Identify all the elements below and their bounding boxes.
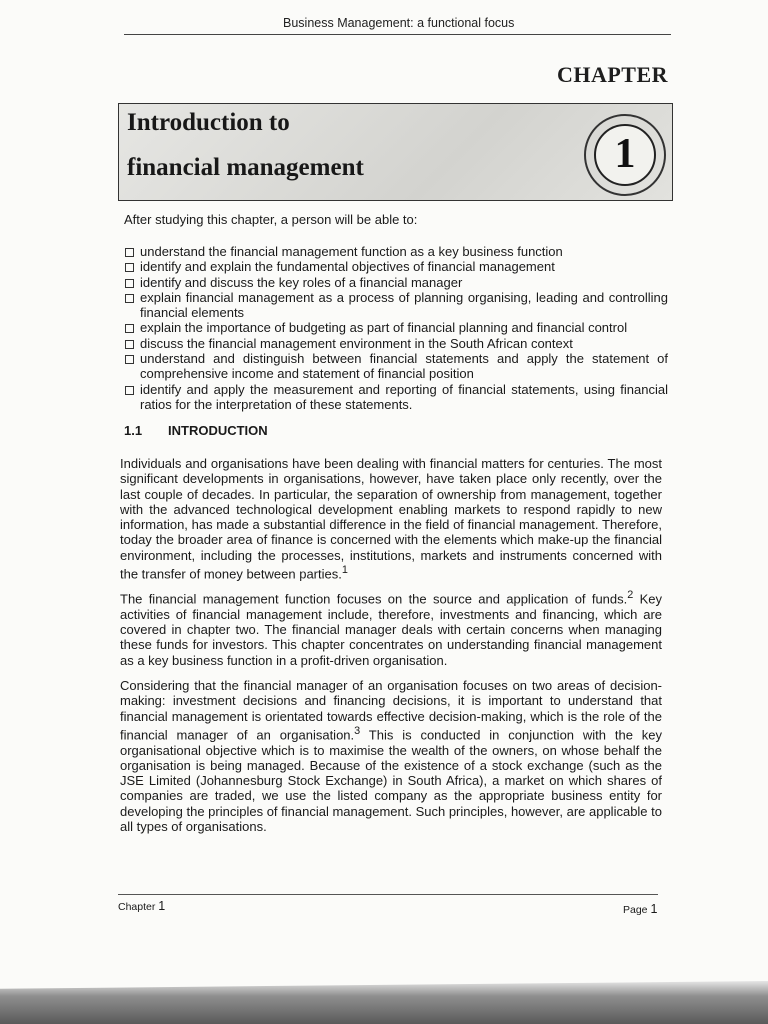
objective-item <box>124 382 668 413</box>
footer-page-number: 1 <box>650 902 658 916</box>
checkbox-bullet-icon <box>125 386 134 395</box>
chapter-number: 1 <box>594 124 656 186</box>
checkbox-bullet-icon <box>125 294 134 303</box>
chapter-number-badge <box>584 114 666 196</box>
body-paragraph-1 <box>120 456 662 582</box>
footnote-ref[interactable]: 2 <box>627 589 634 601</box>
paragraph-text-rest: Key activities of financial management include, therefore, investments and financing, which are covered in chapter two. The financial manager deals with certain concerns when managing these funds for investors. This chapter concentrates on understanding financial management as a key business function in a profit-driven organisation. <box>120 591 662 668</box>
objective-item <box>124 336 668 351</box>
checkbox-bullet-icon <box>125 279 134 288</box>
chapter-title-line-2: financial management <box>127 154 364 181</box>
objective-text: identify and discuss the key roles of a financial manager <box>140 274 463 290</box>
checkbox-bullet-icon <box>125 324 134 333</box>
checkbox-bullet-icon <box>125 340 134 349</box>
objective-item <box>124 244 668 259</box>
footer-rule <box>118 894 658 895</box>
checkbox-bullet-icon <box>125 263 134 272</box>
header-rule <box>124 34 671 35</box>
chapter-title-line-1: Introduction to <box>127 109 290 136</box>
objective-item <box>124 290 668 321</box>
objective-text: explain financial management as a process of planning organising, leading and controlling financial elements <box>140 289 668 321</box>
objective-item <box>124 320 668 335</box>
checkbox-bullet-icon <box>125 355 134 364</box>
footnote-ref[interactable]: 1 <box>341 564 348 577</box>
chapter-label: CHAPTER <box>556 62 668 87</box>
footer-page-label: Page <box>623 904 648 916</box>
objective-item <box>124 275 668 290</box>
objective-item <box>124 351 668 382</box>
paragraph-text: Individuals and organisations have been dealing with financial matters for centuries. The most significant developments in organisations, however, have taken place only recently, over the last couple of decades. In particular, the separation of ownership from management, together with the advanced technological development enabling markets to respond rapidly to new information, has made a substantial difference in the field of financial management. Therefore, today the broader area of finance is concerned with the elements which make-up the financial environment, including the processes, institutions, markets and instruments concerned with the transfer of money between parties. <box>120 456 662 582</box>
objective-text: understand the financial management function as a key business function <box>140 244 563 259</box>
running-header: Business Management: a functional focus <box>283 16 515 30</box>
objective-text: explain the importance of budgeting as part of financial planning and financial control <box>140 320 628 336</box>
objective-item <box>124 259 668 274</box>
footer-page <box>623 902 657 916</box>
footnote-ref[interactable]: 3 <box>354 724 361 737</box>
section-number: 1.1 <box>124 423 143 438</box>
footer-chapter <box>118 899 165 913</box>
objective-text: identify and apply the measurement and reporting of financial statements, using financial ratios for the interpretation of these statements. <box>140 381 668 412</box>
footer-chapter-number: 1 <box>158 899 166 913</box>
section-heading <box>124 423 268 438</box>
learning-objectives-list <box>124 244 668 412</box>
paragraph-text-rest: This is conducted in conjunction with the key organisational objective which is to maximise the wealth of the owners, on whose behalf the organisation is being managed. Because of the existence of a stock exchange (such as the JSE Limited (Johannesburg Stock Exchange) in South Africa), a market on which shares of companies are traded, we use the listed company as the appropriate business entity for developing the principles of financial management. Such principles, however, are applicable to all types of organisations. <box>120 727 662 834</box>
objective-text: discuss the financial management environment in the South African context <box>140 335 573 351</box>
objective-text: identify and explain the fundamental objectives of financial management <box>140 259 555 275</box>
body-paragraph-2 <box>120 588 662 668</box>
paragraph-text: Considering that the financial manager of an organisation focuses on two areas of decision-making: investment decisions and financing decisions, it is important to understand that financial management is orientated towards effective decision-making, which is the role of the financial manager of an organisation. <box>120 678 662 743</box>
chapter-title-box <box>118 103 673 201</box>
checkbox-bullet-icon <box>125 248 134 257</box>
body-paragraph-3 <box>120 678 662 834</box>
objective-text: understand and distinguish between financial statements and apply the statement of comprehensive income and statement of financial position <box>140 351 668 382</box>
paragraph-text: The financial management function focuses on the source and application of funds. <box>120 591 628 607</box>
objectives-intro: After studying this chapter, a person will be able to: <box>124 212 418 227</box>
section-title: INTRODUCTION <box>168 423 268 438</box>
footer-chapter-label: Chapter <box>118 901 156 913</box>
